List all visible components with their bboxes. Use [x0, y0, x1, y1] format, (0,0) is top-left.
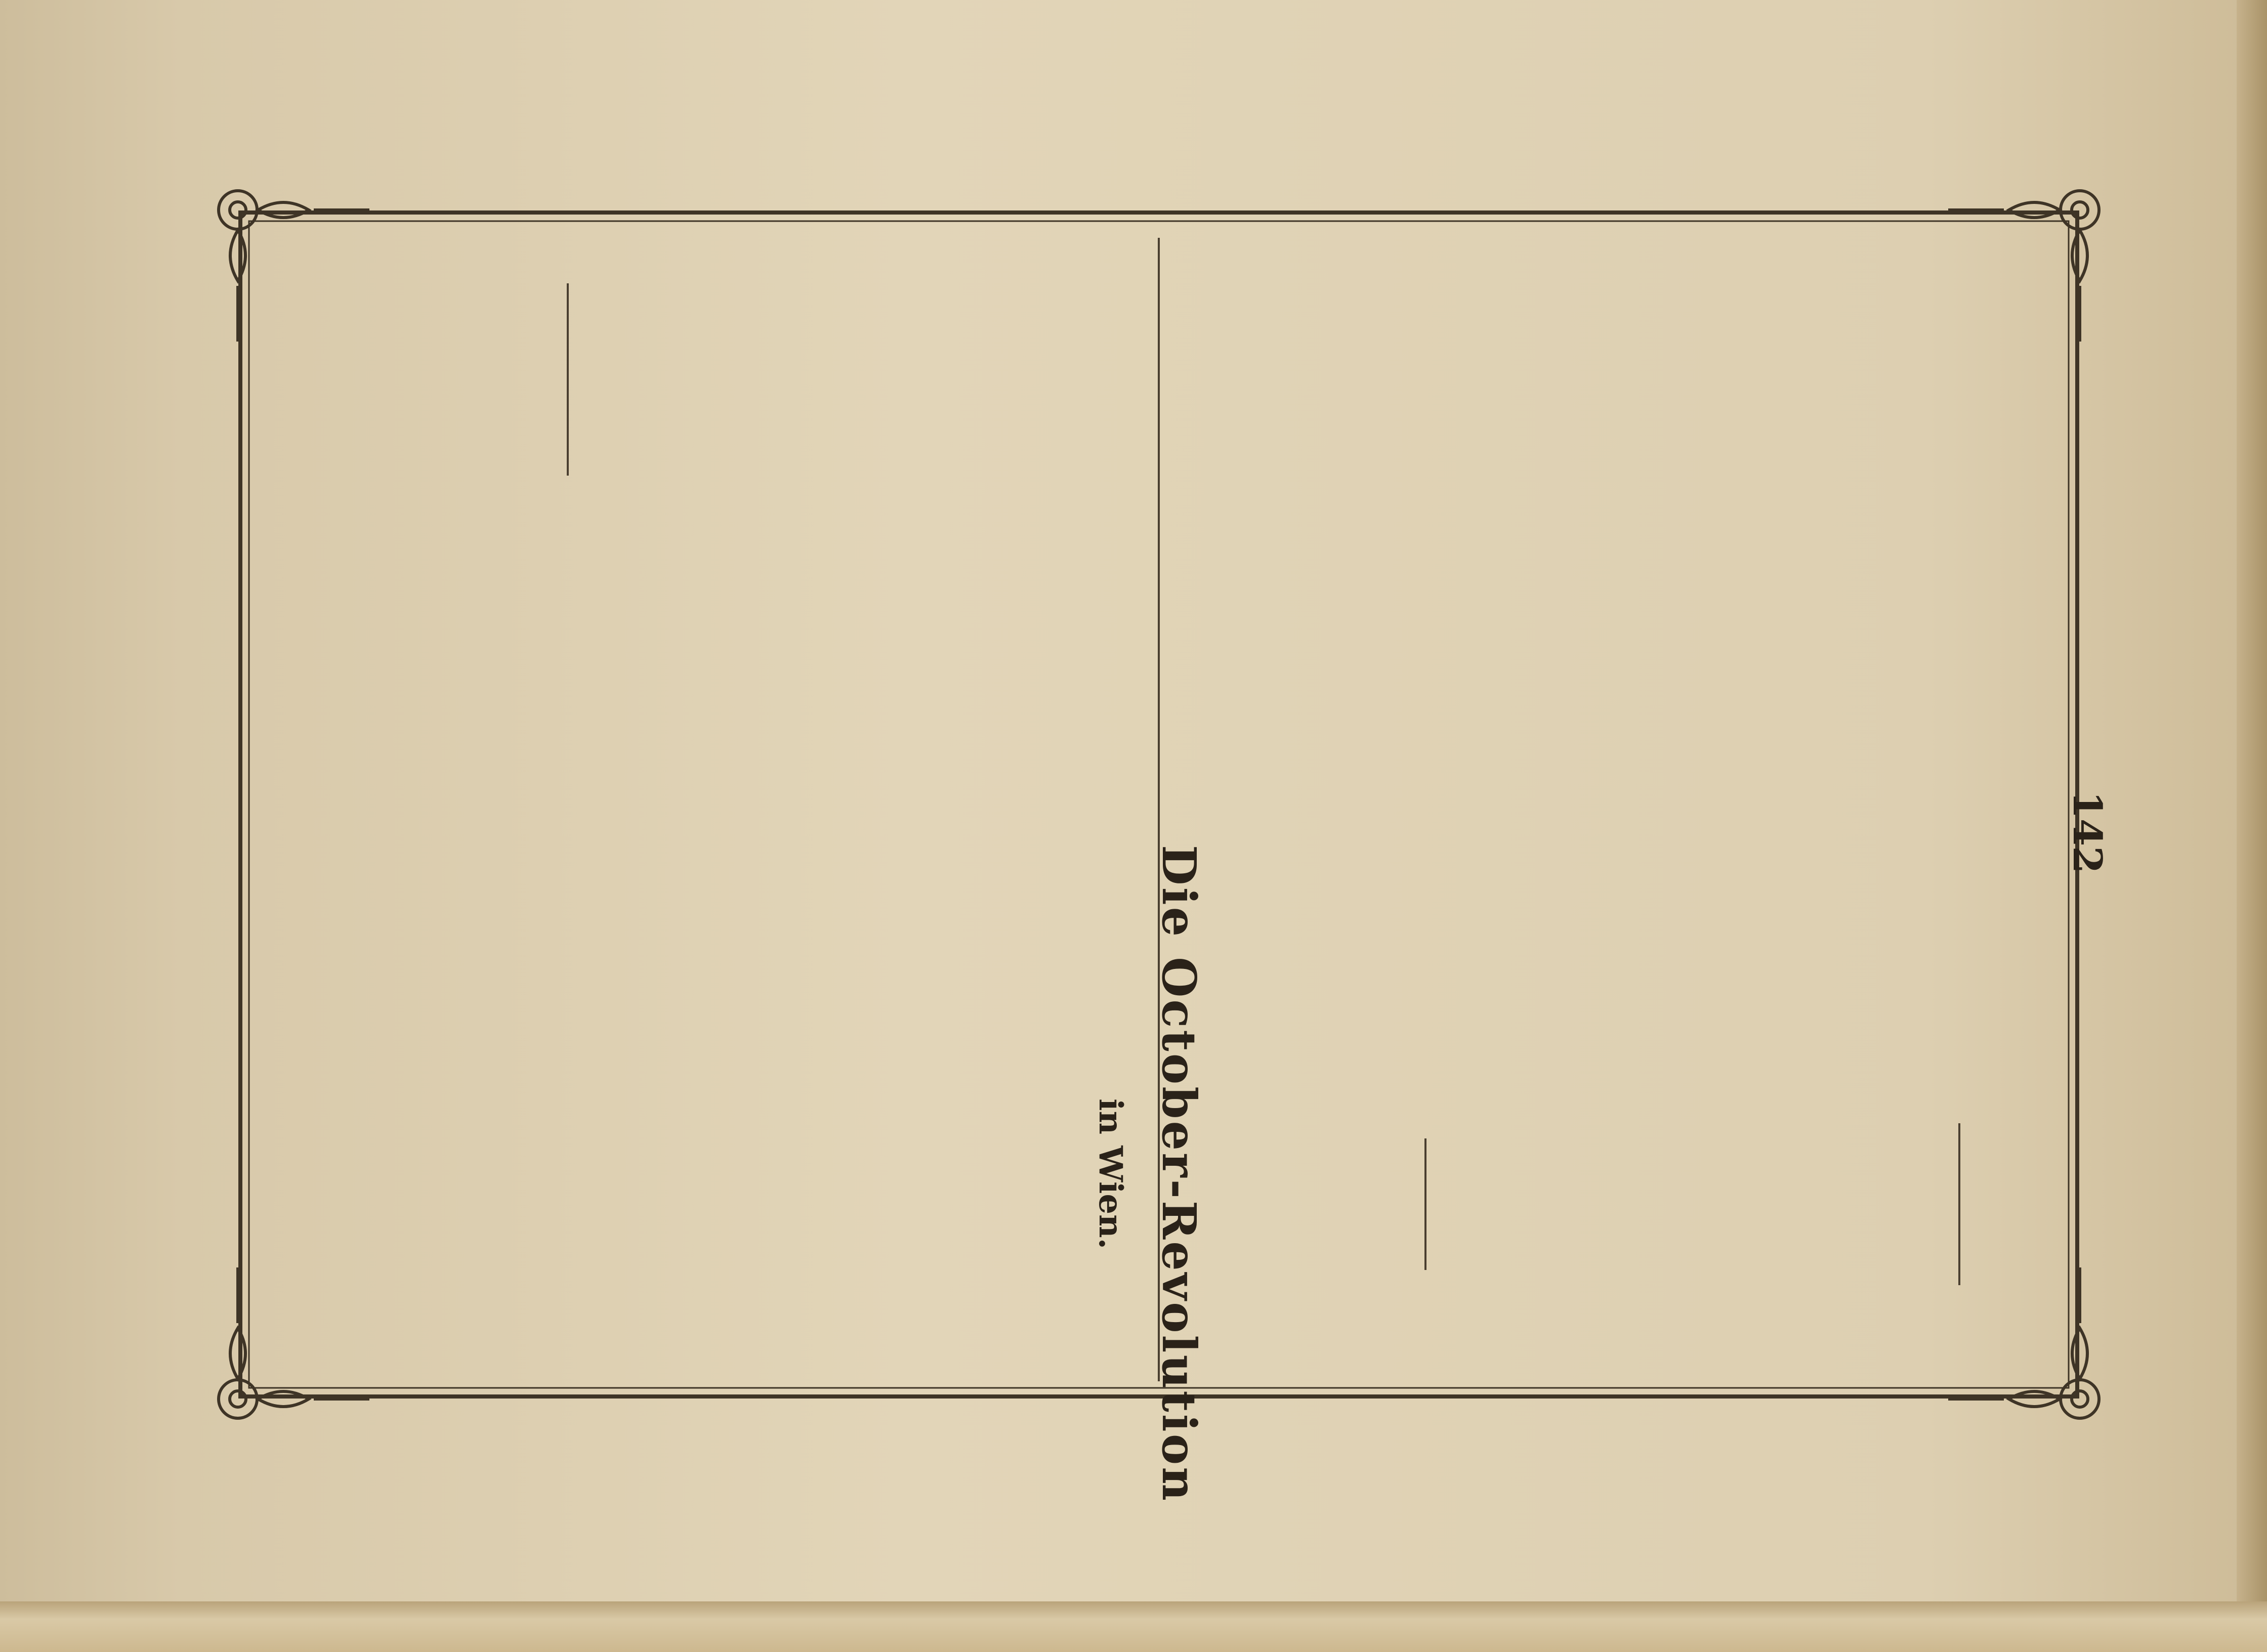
section-separator [1958, 1123, 1960, 1285]
page-number: 142 [2064, 791, 2111, 874]
article-subtitle: in Wien. [1091, 1098, 1130, 1249]
footnote-separator [1424, 1138, 1426, 1270]
footnote-separator [567, 283, 569, 476]
article-title: Die October-Revolution [1152, 844, 1206, 1503]
